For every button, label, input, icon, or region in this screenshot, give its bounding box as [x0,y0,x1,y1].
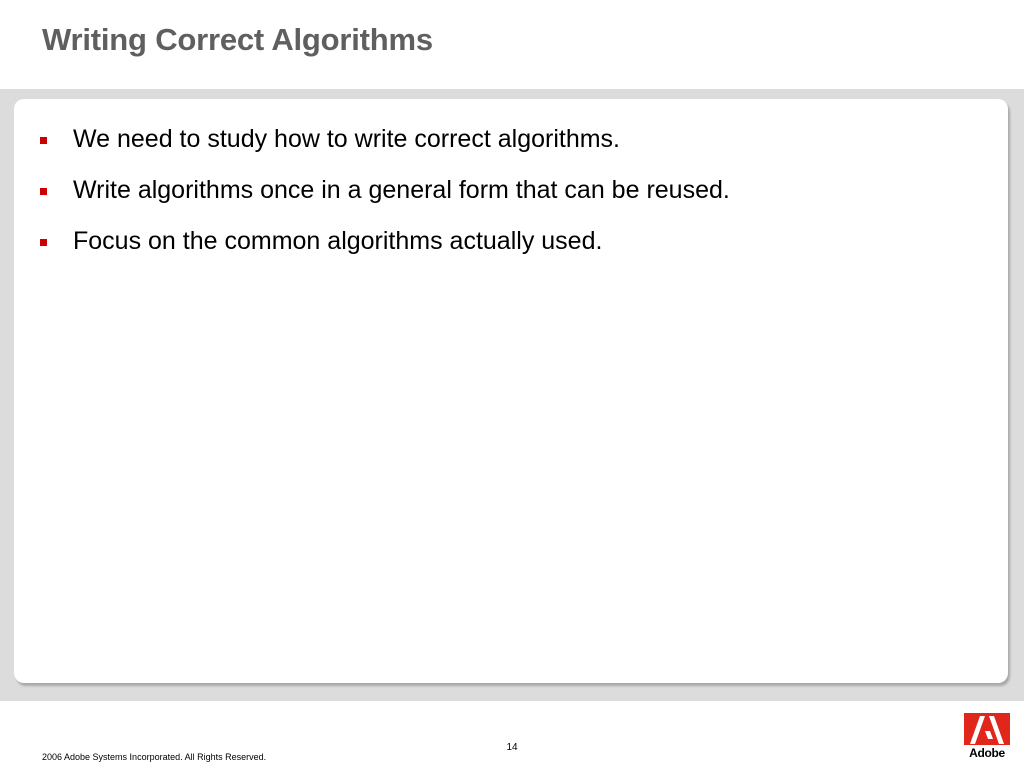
square-bullet-icon [40,188,47,195]
bullet-item [40,174,990,225]
adobe-logo-icon [964,713,1010,745]
slide-title: Writing Correct Algorithms [42,22,433,57]
footer-copyright: 2006 Adobe Systems Incorporated. All Rights Reserved. [42,752,267,762]
bullet-text: We need to study how to write correct algorithms. [73,125,620,153]
bullet-item [40,225,990,276]
bullet-text: Write algorithms once in a general form that can be reused. [73,176,730,204]
adobe-wordmark: Adobe [969,746,1005,760]
bullet-text: Focus on the common algorithms actually used. [73,227,603,255]
content-panel [14,99,1008,683]
adobe-logo [964,713,1014,761]
square-bullet-icon [40,137,47,144]
content-background-band [0,89,1024,701]
square-bullet-icon [40,239,47,246]
bullet-item [40,123,990,174]
page-number: 14 [506,742,518,753]
bullet-list [40,123,990,276]
